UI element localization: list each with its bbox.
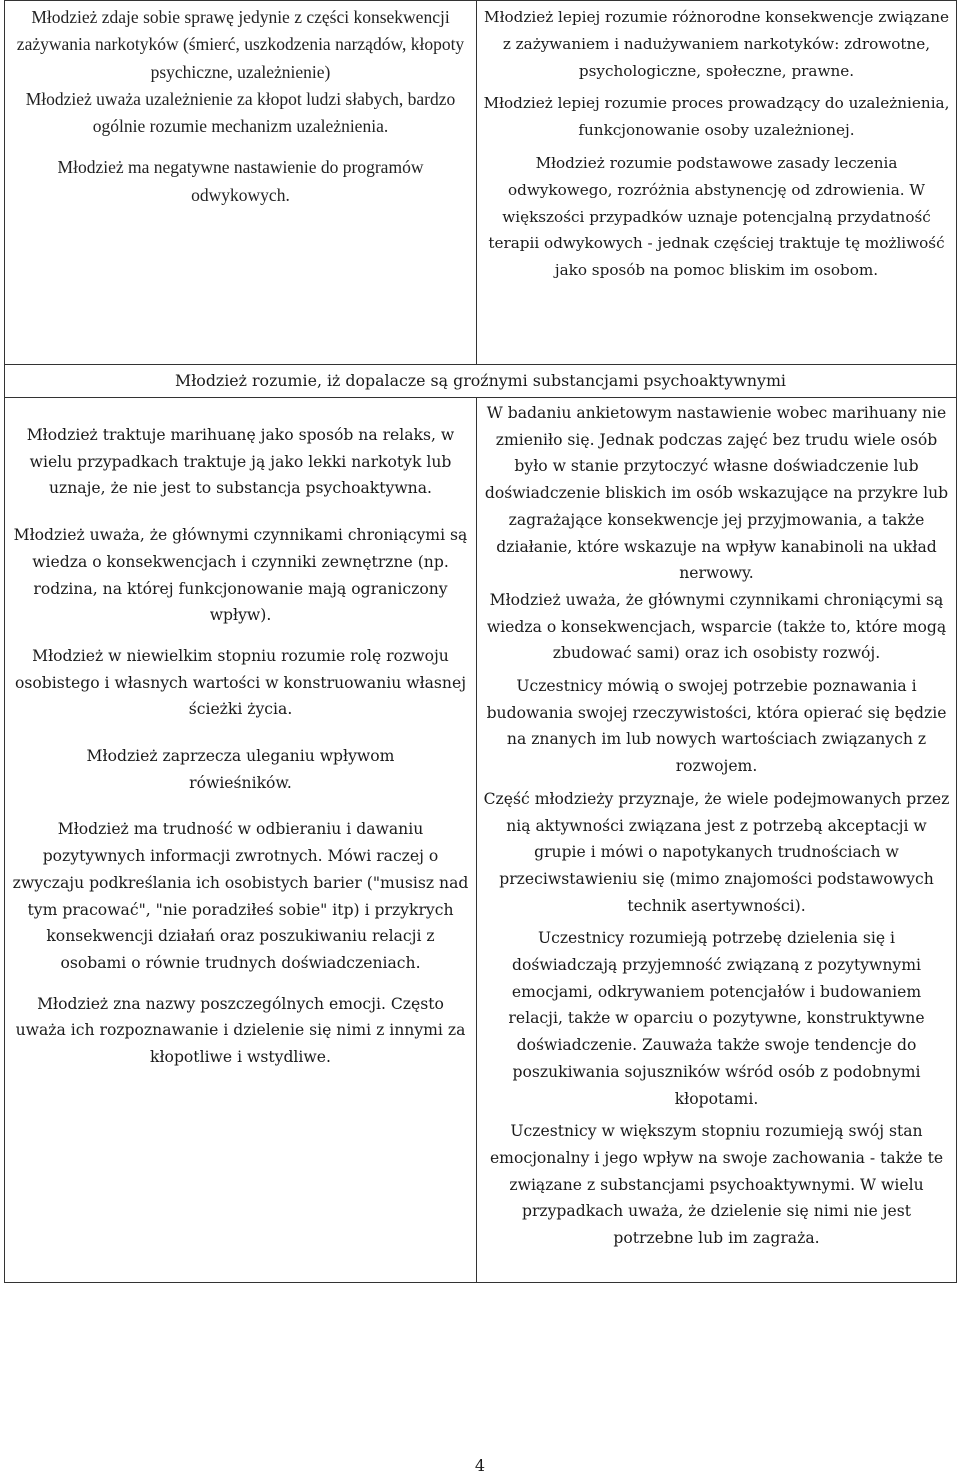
table-row bbox=[5, 1, 957, 365]
paragraph: Młodzież ma negatywne nastawienie do programów odwykowych. bbox=[57, 157, 424, 205]
paragraph: Młodzież zna nazwy poszczególnych emocji. Często uważa ich rozpoznawanie i dzielenie się nimi z innymi za kłopotliwe i wstydliwe. bbox=[15, 994, 466, 1067]
paragraph: Młodzież uważa uzależnienie za kłopot ludzi słabych, bardzo ogólnie rozumie mechanizm uzależnienia. bbox=[25, 88, 456, 137]
bottom-left-cell bbox=[5, 398, 477, 1283]
paragraph: Młodzież zdaje sobie sprawę jedynie z części konsekwencji zażywania narkotyków (śmierć, uszkodzenia narządów, kłopoty psychiczne, uzależnienie) bbox=[16, 7, 465, 82]
page-number: 4 bbox=[474, 1456, 486, 1475]
paragraph: Uczestnicy mówią o swojej potrzebie poznawania i budowania swojej rzeczywistości, która opierać się będzie na znanych im lub nowych wartościach związanych z rozwojem. bbox=[486, 677, 947, 776]
paragraph: W badaniu ankietowym nastawienie wobec marihuany nie zmieniło się. Jednak podczas zajęć bez trudu wiele osób było w stanie przytoczyć własne doświadczenie lub doświadczenie bliskich im osób wskazujące na przykre lub zagrażające konsekwencje jej przyjmowania, a także działanie, które wskazuje na wpływ kanabinoli na układ nerwowy. bbox=[484, 404, 949, 583]
paragraph: Młodzież uważa, że głównymi czynnikami chroniącymi są wiedza o konsekwencjach, wsparcie (także to, które mogą zbudować sami) oraz ich osobisty rozwój. bbox=[486, 590, 947, 663]
table-row bbox=[5, 365, 957, 398]
paragraph: Uczestnicy rozumieją potrzebę dzielenia się i doświadczają przyjemność związaną z pozytywnymi emocjami, odkrywaniem potencjałów i budowaniem relacji, także w oparciu o pozytywne, konstruktywne doświadczenie. Zauważa także swoje tendencje do poszukiwania sojuszników wśród osób z podobnymi kłopotami. bbox=[508, 929, 925, 1108]
paragraph: Młodzież lepiej rozumie proces prowadzący do uzależnienia, funkcjonowanie osoby uzależnionej. bbox=[483, 94, 950, 140]
top-right-cell bbox=[477, 1, 957, 365]
paragraph: Młodzież rozumie podstawowe zasady leczenia odwykowego, rozróżnia abstynencję od zdrowienia. W większości przypadków uznaje potencjalną przydatność terapii odwykowych - jednak częściej traktuje tę możliwość jako sposób na pomoc bliskim im osobom. bbox=[488, 153, 945, 280]
paragraph: Część młodzieży przyznaje, że wiele podejmowanych przez nią aktywności związana jest z potrzebą akceptacji w grupie i mówi o napotykanych trudnościach w przeciwstawieniu się (mimo znajomości podstawowych technik asertywności). bbox=[483, 789, 950, 915]
paragraph: Młodzież uważa, że głównymi czynnikami chroniącymi są wiedza o konsekwencjach i czynniki zewnętrzne (np. rodzina, na której funkcjonowanie mają ograniczony wpływ). bbox=[13, 526, 468, 625]
paragraph: Uczestnicy w większym stopniu rozumieją swój stan emocjonalny i jego wpływ na swoje zachowania - także te związane z substancjami psychoaktywnymi. W wielu przypadkach uważa, że dzielenie się nimi nie jest potrzebne lub im zagraża. bbox=[489, 1122, 944, 1248]
paragraph: Młodzież w niewielkim stopniu rozumie rolę rozwoju osobistego i własnych wartości w konstruowaniu własnej ścieżki życia. bbox=[14, 646, 467, 719]
comparison-table bbox=[4, 0, 957, 1283]
bottom-right-cell bbox=[477, 398, 957, 1283]
table-row bbox=[5, 398, 957, 1283]
paragraph: Młodzież zaprzecza uleganiu wpływom rówieśników. bbox=[86, 747, 395, 792]
paragraph: Młodzież ma trudność w odbieraniu i dawaniu pozytywnych informacji zwrotnych. Mówi raczej o zwyczaju podkreślania ich osobistych barier ("musisz nad tym pracować", "nie poradziłeś sobie" itp) i przykrych konsekwencji działań oraz poszukiwaniu relacji z osobami o równie trudnych doświadczeniach. bbox=[12, 820, 469, 972]
paragraph: Młodzież traktuje marihuanę jako sposób na relaks, w wielu przypadkach traktuje ją jako lekki narkotyk lub uznaje, że nie jest to substancja psychoaktywna. bbox=[26, 426, 455, 498]
paragraph: Młodzież lepiej rozumie różnorodne konsekwencje związane z zażywaniem i nadużywaniem narkotyków: zdrowotne, psychologiczne, społeczne, prawne. bbox=[484, 8, 949, 80]
full-width-cell bbox=[5, 365, 957, 398]
dopalacze-statement: Młodzież rozumie, iż dopalacze są groźnymi substancjami psychoaktywnymi bbox=[175, 371, 786, 390]
top-left-cell bbox=[5, 1, 477, 365]
